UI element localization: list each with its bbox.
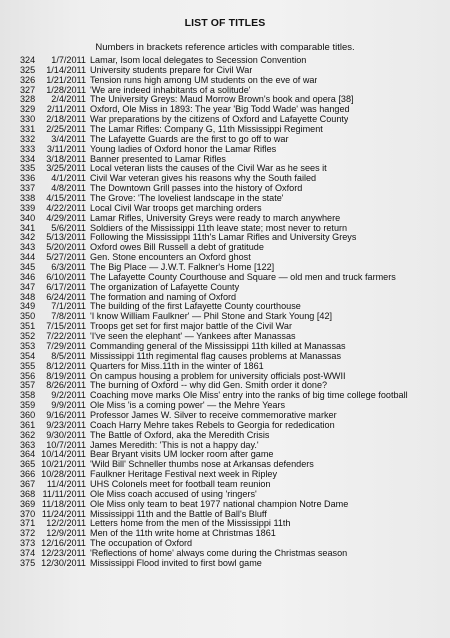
entry-title: The organization of Lafayette County [90, 282, 240, 292]
entry-number: 334 [20, 153, 36, 164]
entry-title: Mississippi Flood invited to first bowl game [90, 558, 262, 568]
entry-title: Troops get set for first major battle of the Civil War [90, 322, 292, 332]
entry-number: 366 [20, 469, 36, 480]
entry-number: 356 [20, 370, 36, 381]
entry-date: 1/21/2011 [46, 74, 86, 85]
entry-date: 5/6/2011 [51, 222, 86, 233]
entry-date: 3/11/2011 [46, 143, 86, 154]
entry-title: Lamar Rifles, University Greys were ready to march anywhere [90, 213, 341, 223]
entry-title: Faulkner Heritage Festival next week in Ripley [90, 470, 278, 480]
entry-title: Local Civil War troops get marching orders [90, 203, 262, 213]
entry-title: Lamar, Isom local delegates to Secession Convention [90, 56, 307, 65]
entry-date: 8/19/2011 [46, 370, 86, 381]
entry-date: 11/18/2011 [41, 498, 86, 509]
entry-date: 10/14/2011 [41, 449, 86, 460]
entry-date: 4/29/2011 [46, 212, 86, 223]
entry-number: 329 [20, 104, 36, 115]
entry-title: The Battle of Oxford, aka the Meredith Crisis [90, 430, 270, 440]
entry-title: Civil War veteran gives his reasons why the South failed [90, 174, 317, 184]
entry-number: 354 [20, 350, 36, 361]
entry-date: 9/23/2011 [46, 419, 86, 430]
entry-number: 350 [20, 311, 36, 322]
entry-date: 1/14/2011 [46, 64, 86, 75]
entry-title: The Lamar Rifles: Company G, 11th Mississippi Regiment [90, 125, 323, 135]
entry-number: 349 [20, 301, 36, 312]
entry-number: 337 [20, 183, 36, 194]
entry-number: 326 [20, 74, 36, 85]
entry-number: 340 [20, 212, 36, 223]
entry-title: Banner presented to Lamar Rifles [90, 154, 226, 164]
entry-title: The burning of Oxford -- why did Gen. Smith order it done? [90, 381, 328, 391]
entry-date: 1/7/2011 [51, 55, 86, 65]
entry-number: 365 [20, 459, 36, 470]
entry-number: 363 [20, 439, 36, 450]
entry-title: The Big Place — J.W.T. Falkner's Home [122] [90, 263, 275, 273]
entry-date: 3/18/2011 [46, 153, 86, 164]
entry-date: 4/1/2011 [51, 173, 86, 184]
entry-date: 12/2/2011 [46, 518, 86, 529]
entry-number: 343 [20, 242, 36, 253]
entry-number: 341 [20, 222, 36, 233]
entry-title: Coach Harry Mehre takes Rebels to Georgia for rededication [90, 420, 335, 430]
entry-title: James Meredith: 'This is not a happy day.' [90, 440, 259, 450]
entry-number: 332 [20, 133, 36, 144]
entry-title: Men of the 11th write home at Christmas 1861 [90, 529, 276, 539]
entry-number: 370 [20, 508, 36, 519]
entry-date: 5/20/2011 [46, 242, 86, 253]
entry-number: 373 [20, 538, 36, 549]
entry-number: 371 [20, 518, 36, 529]
entry-title: Bear Bryant visits UM locker room after game [90, 450, 274, 460]
entry-date: 9/2/2011 [51, 390, 86, 401]
entry-number: 330 [20, 114, 36, 125]
page-title: LIST OF TITLES [184, 17, 266, 29]
entry-date: 7/29/2011 [46, 340, 86, 351]
entry-title: Oxford, Ole Miss in 1893: The year 'Big Todd Wade' was hanged [90, 105, 350, 115]
entry-date: 4/22/2011 [46, 202, 86, 213]
entry-title: Ole Miss 'is a coming power' — the Mehre Years [90, 401, 286, 411]
titles-list [20, 56, 448, 569]
entry-date: 12/30/2011 [41, 557, 86, 568]
entry-title: UHS Colonels meet for football team reunion [90, 479, 271, 489]
entry-number: 339 [20, 202, 36, 213]
entry-title: Coaching move marks Ole Miss' entry into the ranks of big time college football [90, 391, 408, 401]
entry-number: 358 [20, 390, 36, 401]
entry-title: Letters home from the men of the Mississippi 11th [90, 519, 291, 529]
entry-number: 336 [20, 173, 36, 184]
entry-title: The building of the first Lafayette County courthouse [90, 302, 301, 312]
entry-date: 6/3/2011 [51, 262, 86, 273]
entry-title: The Grove: 'The loveliest landscape in the state' [90, 194, 284, 204]
entry-date: 3/25/2011 [46, 163, 86, 174]
entry-number: 369 [20, 498, 36, 509]
entry-number: 328 [20, 94, 36, 105]
entry-date: 2/11/2011 [46, 104, 86, 115]
entry-date: 7/15/2011 [46, 321, 86, 332]
entry-title: The Lafayette Guards are the first to go off to war [90, 134, 289, 144]
entry-date: 6/17/2011 [46, 281, 86, 292]
entry-number: 347 [20, 281, 36, 292]
entry-date: 7/8/2011 [51, 311, 86, 322]
entry-date: 10/7/2011 [46, 439, 86, 450]
entry-number: 362 [20, 429, 36, 440]
entry-title: Mississippi 11th regimental flag causes problems at Manassas [90, 351, 342, 361]
entry-number: 361 [20, 419, 36, 430]
entry-number: 333 [20, 143, 36, 154]
entry-title: Gen. Stone encounters an Oxford ghost [90, 253, 251, 263]
entry-date: 11/11/2011 [42, 488, 86, 499]
entry-title: The University Greys: Maud Morrow Brown's book and opera [38] [90, 95, 354, 105]
entry-date: 10/28/2011 [41, 469, 86, 480]
entry-date: 6/24/2011 [46, 291, 86, 302]
entry-number: 324 [20, 55, 36, 65]
entry-date: 12/9/2011 [46, 528, 86, 539]
entry-date: 4/8/2011 [51, 183, 86, 194]
entry-title: Professor James W. Silver to receive commemorative marker [90, 410, 337, 420]
entry-date: 9/16/2011 [46, 409, 86, 420]
entry-date: 1/28/2011 [46, 84, 86, 95]
entry-date: 9/9/2011 [51, 400, 86, 411]
entry-date: 11/24/2011 [41, 508, 86, 519]
entry-date: 8/12/2011 [46, 360, 86, 371]
entry-number: 331 [20, 124, 36, 135]
entry-date: 3/4/2011 [51, 133, 86, 144]
entry-title: The Lafayette County Courthouse and Square — old men and truck farmers [90, 272, 396, 282]
entry-title: Mississippi 11th and the Battle of Ball's Bluff [90, 509, 267, 519]
entry-number: 345 [20, 262, 36, 273]
entry-number: 364 [20, 449, 36, 460]
entry-title: Following the Mississippi 11th's Lamar Rifles and University Greys [90, 233, 357, 243]
entry-number: 375 [20, 557, 36, 568]
entry-date: 2/25/2011 [46, 124, 86, 135]
entry-number: 338 [20, 193, 36, 204]
entry-title: 'Reflections of home' always come during the Christmas season [90, 548, 348, 558]
entry-date: 6/10/2011 [46, 271, 86, 282]
entry-title: On campus housing a problem for university officials post-WWII [90, 371, 346, 381]
entry-date: 12/23/2011 [41, 547, 86, 558]
entry-title: Ole Miss coach accused of using 'ringers' [90, 489, 257, 499]
entry-date: 5/27/2011 [46, 252, 86, 263]
entry-number: 351 [20, 321, 36, 332]
entry-title: The Downtown Grill passes into the history of Oxford [90, 184, 303, 194]
entry-date: 2/4/2011 [51, 94, 86, 105]
entry-title: The occupation of Oxford [90, 539, 193, 549]
entry-number: 359 [20, 400, 36, 411]
list-item [20, 559, 448, 569]
entry-number: 348 [20, 291, 36, 302]
entry-date: 12/16/2011 [41, 538, 86, 549]
entry-date: 4/15/2011 [46, 193, 86, 204]
entry-number: 367 [20, 478, 36, 489]
entry-title: Commanding general of the Mississippi 11th killed at Manassas [90, 341, 346, 351]
entry-date: 11/4/2011 [46, 478, 86, 489]
entry-date: 7/22/2011 [46, 331, 86, 342]
entry-title: 'We are indeed inhabitants of a solitude' [90, 85, 251, 95]
entry-date: 8/26/2011 [46, 380, 86, 391]
entry-number: 357 [20, 380, 36, 391]
entry-number: 372 [20, 528, 36, 539]
entry-number: 355 [20, 360, 36, 371]
entry-number: 346 [20, 271, 36, 282]
entry-number: 327 [20, 84, 36, 95]
entry-date: 10/21/2011 [41, 459, 86, 470]
entry-number: 335 [20, 163, 36, 174]
entry-number: 353 [20, 340, 36, 351]
entry-date: 5/13/2011 [46, 232, 86, 243]
entry-date: 2/18/2011 [46, 114, 86, 125]
entry-number: 374 [20, 547, 36, 558]
entry-title: 'I've seen the elephant' — Yankees after Manassas [90, 332, 296, 342]
page-subtitle: Numbers in brackets reference articles with comparable titles. [95, 42, 355, 53]
entry-number: 352 [20, 331, 36, 342]
entry-title: University students prepare for Civil War [90, 65, 253, 75]
entry-number: 344 [20, 252, 36, 263]
entry-title: Quarters for Miss.11th in the winter of 1861 [90, 361, 264, 371]
entry-title: Local veteran lists the causes of the Civil War as he sees it [90, 164, 327, 174]
entry-title: Tension runs high among UM students on the eve of war [90, 75, 318, 85]
entry-title: 'I know William Faulkner' — Phil Stone and Stark Young [42] [90, 312, 333, 322]
entry-number: 360 [20, 409, 36, 420]
entry-title: The formation and naming of Oxford [90, 292, 237, 302]
entry-title: Ole Miss only team to beat 1977 national champion Notre Dame [90, 499, 349, 509]
entry-number: 368 [20, 488, 36, 499]
entry-title: Oxford owes Bill Russell a debt of gratitude [90, 243, 264, 253]
entry-number: 325 [20, 64, 36, 75]
entry-date: 9/30/2011 [46, 429, 86, 440]
entry-number: 342 [20, 232, 36, 243]
entry-date: 8/5/2011 [51, 350, 86, 361]
entry-title: Soldiers of the Mississippi 11th leave state; most never to return [90, 223, 348, 233]
entry-date: 7/1/2011 [51, 301, 86, 312]
entry-title: War preparations by the citizens of Oxford and Lafayette County [90, 115, 349, 125]
entry-title: Young ladies of Oxford honor the Lamar Rifles [90, 144, 277, 154]
entry-title: 'Wild Bill' Schneller thumbs nose at Arkansas defenders [90, 460, 314, 470]
